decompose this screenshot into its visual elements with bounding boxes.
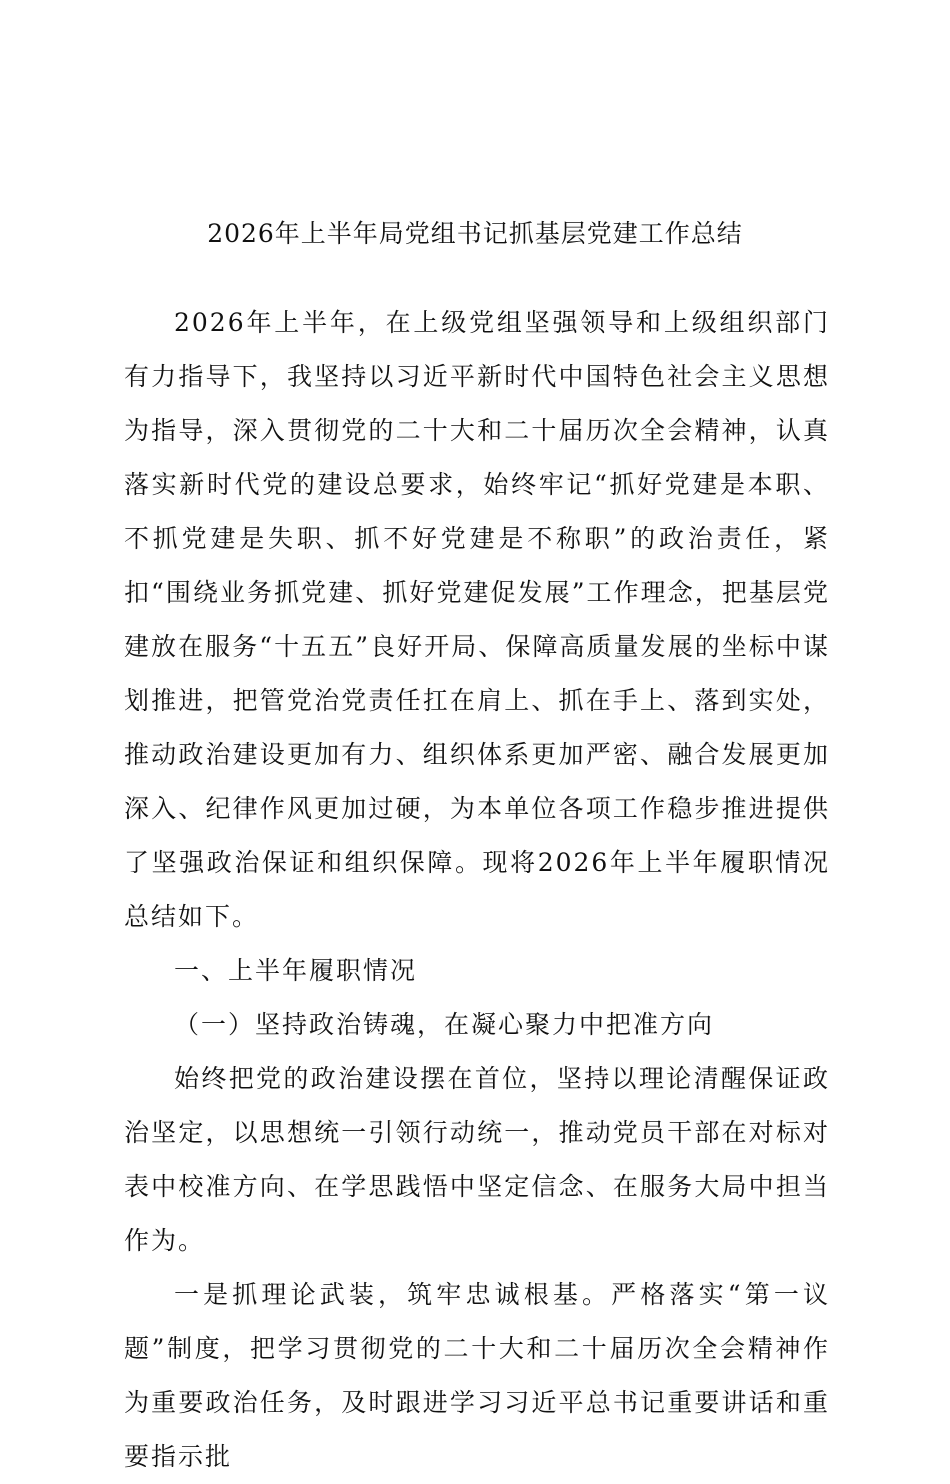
section-heading: 一、上半年履职情况 xyxy=(174,956,418,985)
body-paragraph: 始终把党的政治建设摆在首位，坚持以理论清醒保证政治坚定，以思想统一引领行动统一，推动党员干部在对标对表中校准方向、在学思践悟中坚定信念、在服务大局中担当作为。 xyxy=(124,1064,830,1255)
document-title: 2026年上半年局党组书记抓基层党建工作总结 xyxy=(207,219,743,248)
body-paragraph: 一是抓理论武装，筑牢忠诚根基。严格落实“第一议题”制度，把学习贯彻党的二十大和二十届历次全会精神作为重要政治任务，及时跟进学习习近平总书记重要讲话和重要指示批 xyxy=(124,1280,830,1471)
subsection-heading: （一）坚持政治铸魂，在凝心聚力中把准方向 xyxy=(174,1010,715,1039)
intro-paragraph: 2026年上半年，在上级党组坚强领导和上级组织部门有力指导下，我坚持以习近平新时代中国特色社会主义思想为指导，深入贯彻党的二十大和二十届历次全会精神，认真落实新时代党的建设总要求，始终牢记“抓好党建是本职、不抓党建是失职、抓不好党建是不称职”的政治责任，紧扣“围绕业务抓党建、抓好党建促发展”工作理念，把基层党建放在服务“十五五”良好开局、保障高质量发展的坐标中谋划推进，把管党治党责任扛在肩上、抓在手上、落到实处，推动政治建设更加有力、组织体系更加严密、融合发展更加深入、纪律作风更加过硬，为本单位各项工作稳步推进提供了坚强政治保证和组织保障。现将2026年上半年履职情况总结如下。 xyxy=(124,308,830,931)
document-body xyxy=(124,296,830,1484)
